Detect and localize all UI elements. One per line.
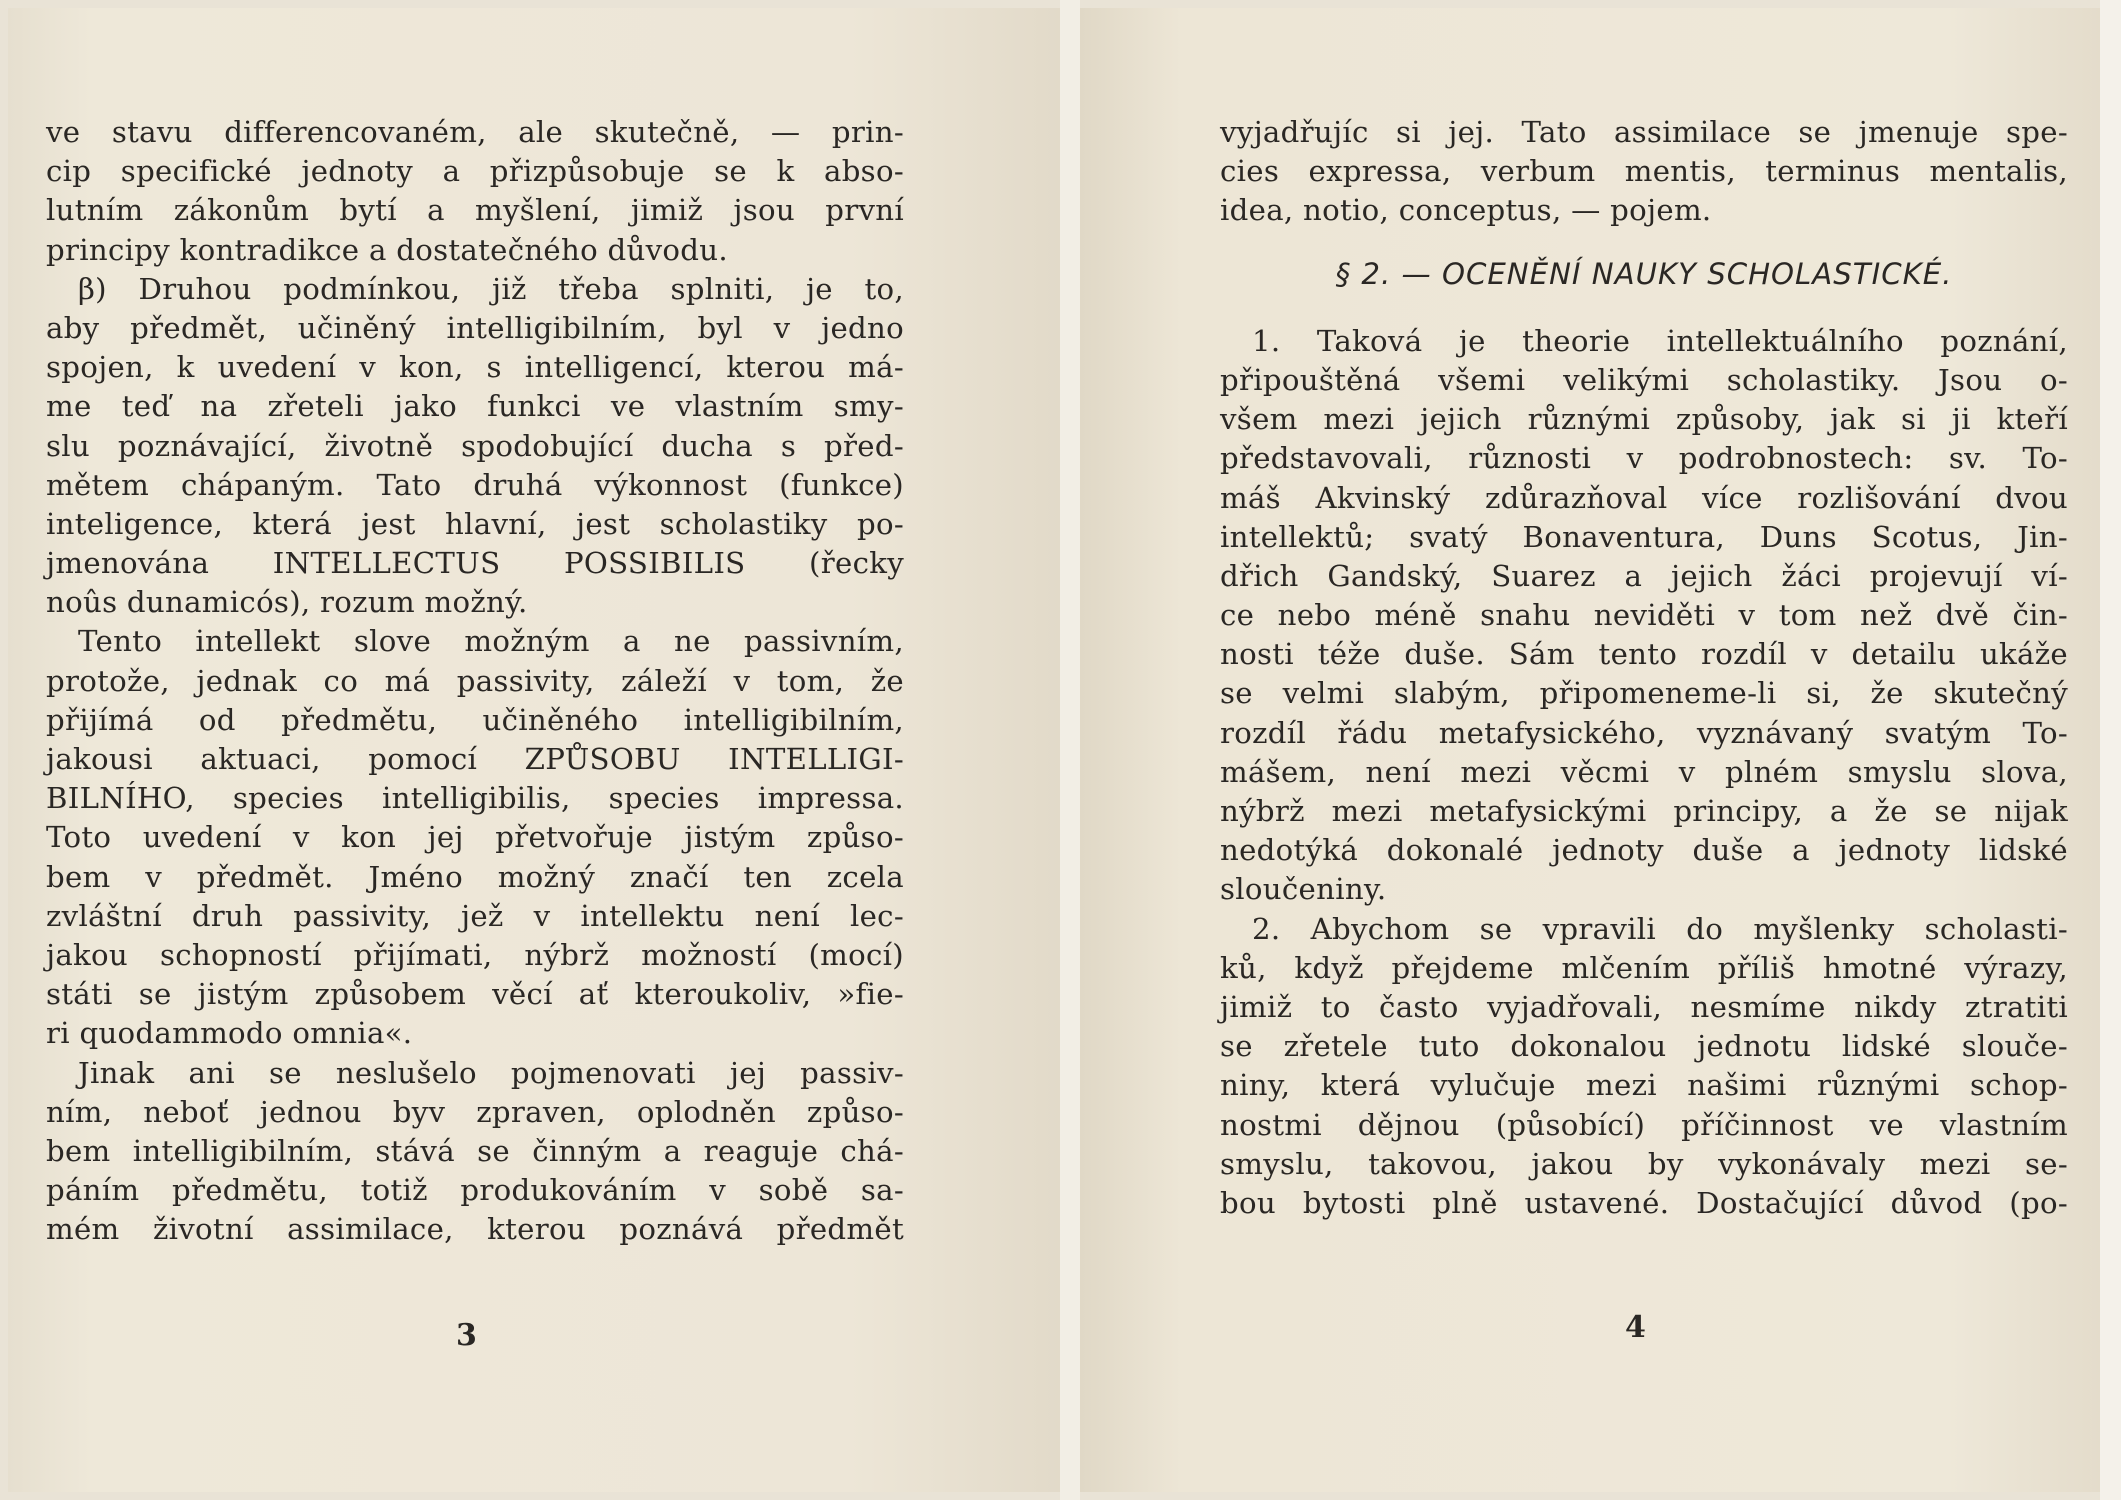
- text-line: ce nebo méně snahu neviděti v tom než dvě čin-: [1220, 598, 2068, 633]
- text-line: idea, notio, conceptus, — pojem.: [1220, 193, 1712, 228]
- text-line: jakou schopností přijímati, nýbrž možností (mocí): [46, 937, 904, 972]
- text-line: rozdíl řádu metafysického, vyznávaný svatým To-: [1220, 715, 2068, 750]
- text-line: spojen, k uvedení v kon, s intelligencí, kterou má-: [46, 350, 904, 385]
- text-line: noûs dunamicós), rozum možný.: [46, 585, 528, 620]
- text-line: Jinak ani se neslušelo pojmenovati jej passiv-: [78, 1055, 904, 1090]
- text-line: se zřetele tuto dokonalou jednotu lidské slouče-: [1220, 1029, 2068, 1064]
- text-line: Toto uvedení v kon jej přetvořuje jistým způso-: [46, 820, 904, 855]
- text-line: BILNÍHO, species intelligibilis, species impressa.: [46, 781, 904, 816]
- text-line: nosti téže duše. Sám tento rozdíl v detailu ukáže: [1220, 637, 2068, 672]
- text-line: nýbrž mezi metafysickými principy, a že se nijak: [1220, 794, 2068, 828]
- text-line: cies expressa, verbum mentis, terminus mentalis,: [1220, 154, 2068, 189]
- text-line: dřich Gandský, Suarez a jejich žáci projevují ví-: [1220, 558, 2068, 593]
- text-line: me teď na zřeteli jako funkci ve vlastním smy-: [46, 389, 904, 424]
- text-line: 2. Abychom se vpravili do myšlenky scholasti-: [1252, 911, 2068, 946]
- left-page: [8, 8, 1060, 1492]
- text-line: protože, jednak co má passivity, záleží v tom, že: [46, 663, 904, 698]
- text-line: ri quodammodo omnia«.: [46, 1016, 413, 1051]
- right-page: [1080, 8, 2100, 1492]
- text-line: aby předmět, učiněný intelligibilním, byl v jedno: [46, 310, 904, 345]
- text-line: přijímá od předmětu, učiněného intelligibilním,: [46, 702, 904, 737]
- text-line: smyslu, takovou, jakou by vykonávaly mezi se-: [1220, 1146, 2068, 1181]
- page-number: 4: [1625, 1310, 1646, 1345]
- text-line: 1. Taková je theorie intellektuálního poznání,: [1252, 323, 2068, 358]
- text-line: státi se jistým způsobem věcí ať kteroukoliv, »fie-: [46, 977, 904, 1012]
- right-page-text: [1220, 113, 2068, 1223]
- left-page-text: [46, 113, 904, 1249]
- text-line: inteligence, která jest hlavní, jest scholastiky po-: [46, 506, 904, 541]
- text-line: Tento intellekt slove možným a ne passivním,: [78, 624, 904, 659]
- text-line: principy kontradikce a dostatečného důvodu.: [46, 232, 728, 267]
- text-line: ve stavu differencovaném, ale skutečně, — prin-: [46, 115, 904, 149]
- page-number: 3: [456, 1318, 477, 1353]
- text-line: bem intelligibilním, stává se činným a reaguje chá-: [46, 1133, 904, 1168]
- text-line: nedotýká dokonalé jednoty duše a jednoty lidské: [1220, 833, 2068, 868]
- text-line: β) Druhou podmínkou, již třeba splniti, je to,: [78, 271, 904, 306]
- text-line: jakousi aktuaci, pomocí ZPŮSOBU INTELLIGI-: [46, 742, 904, 776]
- text-line: zvláštní druh passivity, jež v intellektu není lec-: [46, 898, 904, 933]
- text-line: bem v předmět. Jméno možný značí ten zcela: [46, 859, 904, 894]
- text-line: představovali, různosti v podrobnostech: sv. To-: [1220, 441, 2068, 476]
- text-line: bou bytosti plně ustavené. Dostačující důvod (po-: [1220, 1185, 2068, 1220]
- text-line: všem mezi jejich různými způsoby, jak si ji kteří: [1220, 402, 2068, 437]
- text-line: ním, neboť jednou byv zpraven, oplodněn způso-: [46, 1094, 904, 1129]
- text-line: intellektů; svatý Bonaventura, Duns Scotus, Jin-: [1220, 519, 2068, 554]
- text-line: se velmi slabým, připomeneme-li si, že skutečný: [1220, 676, 2068, 711]
- text-line: připouštěná všemi velikými scholastiky. Jsou o-: [1220, 362, 2068, 397]
- text-line: máš Akvinský zdůrazňoval více rozlišování dvou: [1220, 480, 2068, 515]
- text-line: mém životní assimilace, kterou poznává předmět: [46, 1212, 904, 1247]
- text-line: slu poznávající, životně spodobující ducha s před-: [46, 428, 904, 463]
- section-heading: § 2. — OCENĚNÍ NAUKY SCHOLASTICKÉ.: [1335, 256, 1953, 291]
- text-line: ků, když přejdeme mlčením příliš hmotné výrazy,: [1220, 950, 2068, 985]
- text-line: mášem, není mezi věcmi v plném smyslu slova,: [1220, 754, 2068, 789]
- text-line: nostmi dějnou (působící) příčinnost ve vlastním: [1220, 1107, 2068, 1142]
- text-line: niny, která vylučuje mezi našimi různými schop-: [1220, 1068, 2068, 1103]
- text-line: jmenována INTELLECTUS POSSIBILIS (řecky: [46, 546, 904, 581]
- text-line: cip specifické jednoty a přizpůsobuje se k abso-: [46, 154, 904, 189]
- scan-edge: [2100, 0, 2121, 1500]
- text-line: sloučeniny.: [1220, 872, 1387, 907]
- text-line: lutním zákonům bytí a myšlení, jimiž jsou první: [46, 193, 904, 228]
- text-line: páním předmětu, totiž produkováním v sobě sa-: [46, 1173, 904, 1208]
- text-line: vyjadřujíc si jej. Tato assimilace se jmenuje spe-: [1220, 115, 2068, 149]
- text-line: jimiž to často vyjadřovali, nesmíme nikdy ztratiti: [1220, 989, 2068, 1024]
- text-line: mětem chápaným. Tato druhá výkonnost (funkce): [46, 467, 904, 502]
- page-gutter: [1060, 0, 1080, 1500]
